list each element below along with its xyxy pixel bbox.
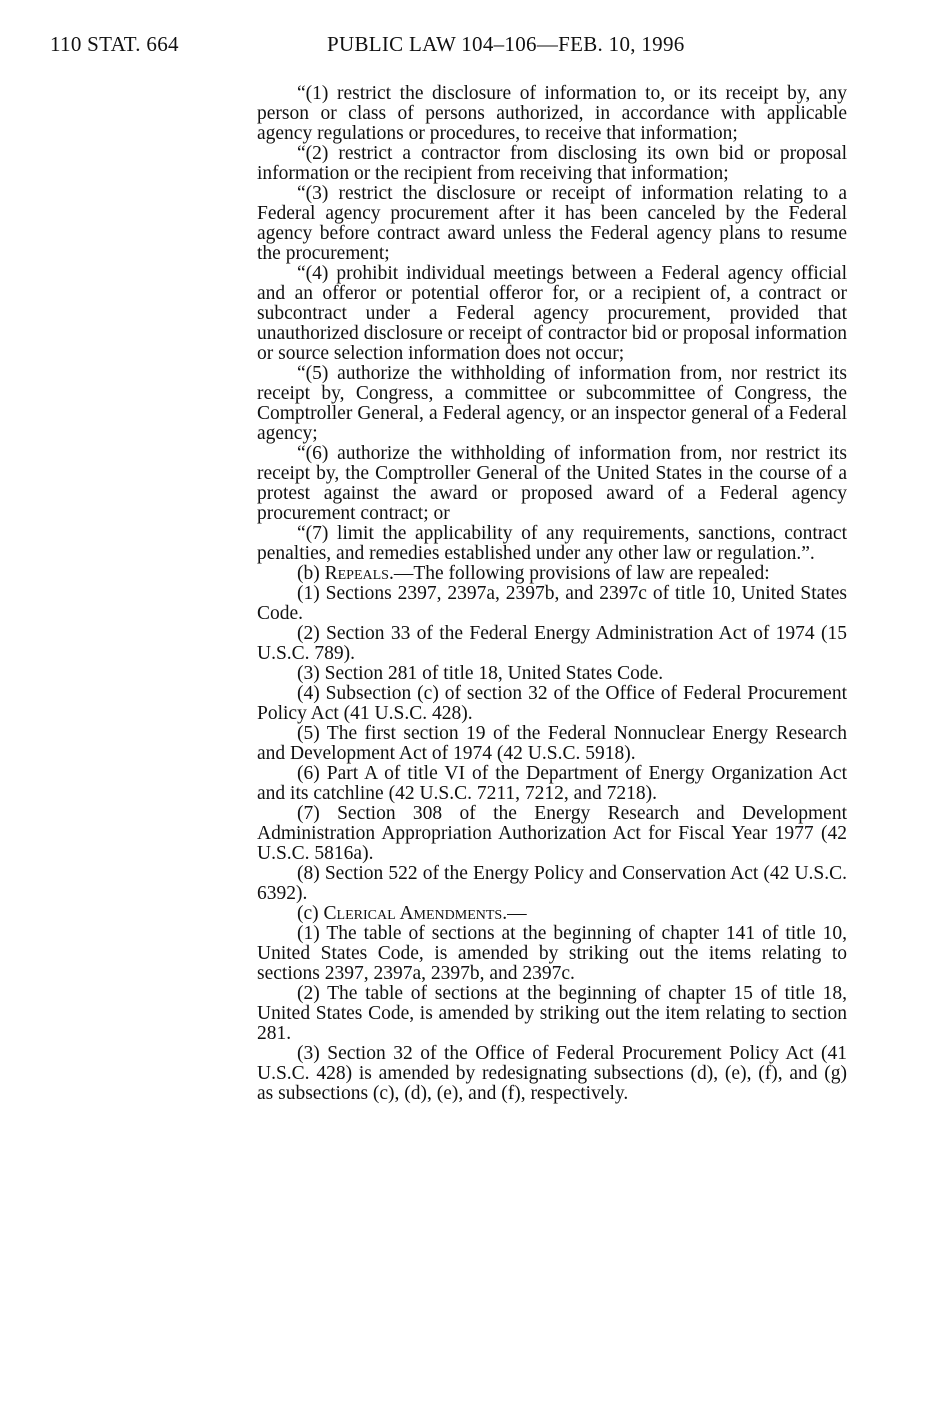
clerical-heading (257, 904, 847, 924)
paragraph-3: “(3) restrict the disclosure or receipt of information relating to a Federal agency procurement after it has been canceled by the Federal agency before contract award unless the Federal agency plans to resume the procurement; (257, 183, 847, 264)
clerical-title: Clerical Amendments (323, 903, 503, 924)
page-header (50, 32, 850, 62)
repeal-item-2: (2) Section 33 of the Federal Energy Administration Act of 1974 (15 U.S.C. 789). (257, 623, 847, 664)
repeals-title: Repeals (324, 563, 389, 584)
clerical-item-1: (1) The table of sections at the beginning of chapter 141 of title 10, United States Code, is amended by striking out the items relating to sections 2397, 2397a, 2397b, and 2397c. (257, 923, 847, 984)
clerical-label: (c) (297, 903, 319, 924)
repeals-heading (257, 564, 847, 584)
repeal-item-3: (3) Section 281 of title 18, United States Code. (297, 663, 664, 684)
paragraph-5: “(5) authorize the withholding of information from, nor restrict its receipt by, Congress, a committee or subcommittee of Congress, the Comptroller General, a Federal agency, or an inspector general of a Federal agency; (257, 363, 847, 444)
clerical-item-2: (2) The table of sections at the beginning of chapter 15 of title 18, United States Code, is amended by striking out the item relating to section 281. (257, 983, 847, 1044)
repeal-item-5: (5) The first section 19 of the Federal Nonnuclear Energy Research and Development Act of 1974 (42 U.S.C. 5918). (257, 723, 847, 764)
repeal-item-4: (4) Subsection (c) of section 32 of the Office of Federal Procurement Policy Act (41 U.S.C. 428). (257, 683, 847, 724)
repeal-item-7: (7) Section 308 of the Energy Research and Development Administration Appropriation Authorization Act for Fiscal Year 1977 (42 U.S.C. 5816a). (257, 803, 847, 864)
public-law-reference: PUBLIC LAW 104–106—FEB. 10, 1996 (327, 32, 685, 56)
repeal-item-6: (6) Part A of title VI of the Department of Energy Organization Act and its catchline (42 U.S.C. 7211, 7212, and 7218). (257, 763, 847, 804)
clerical-lead: .— (502, 903, 527, 924)
repeal-item-1: (1) Sections 2397, 2397a, 2397b, and 2397c of title 10, United States Code. (257, 583, 847, 624)
stat-reference: 110 STAT. 664 (50, 32, 179, 56)
paragraph-2: “(2) restrict a contractor from disclosing its own bid or proposal information or the recipient from receiving that information; (257, 143, 847, 184)
repeal-item-8: (8) Section 522 of the Energy Policy and Conservation Act (42 U.S.C. 6392). (257, 863, 847, 904)
paragraph-4: “(4) prohibit individual meetings between a Federal agency official and an offeror or potential offeror for, or a recipient of, a contract or subcontract under a Federal agency procurement, provided that unauthorized disclosure or receipt of contractor bid or proposal information or source selection information does not occur; (257, 263, 847, 364)
document-body (257, 84, 847, 1104)
paragraph-1: “(1) restrict the disclosure of information to, or its receipt by, any person or class of persons authorized, in accordance with applicable agency regulations or procedures, to receive that information; (257, 83, 847, 144)
paragraph-7: “(7) limit the applicability of any requirements, sanctions, contract penalties, and remedies established under any other law or regulation.”. (257, 523, 847, 564)
clerical-item-3: (3) Section 32 of the Office of Federal Procurement Policy Act (41 U.S.C. 428) is amended by redesignating subsections (d), (e), (f), and (g) as subsections (c), (d), (e), and (f), respectively. (257, 1043, 847, 1104)
paragraph-6: “(6) authorize the withholding of information from, nor restrict its receipt by, the Comptroller General of the United States in the course of a protest against the award or proposed award of a Federal agency procurement contract; or (257, 443, 847, 524)
repeals-lead: .—The following provisions of law are repealed: (388, 563, 770, 584)
repeals-label: (b) (297, 563, 320, 584)
